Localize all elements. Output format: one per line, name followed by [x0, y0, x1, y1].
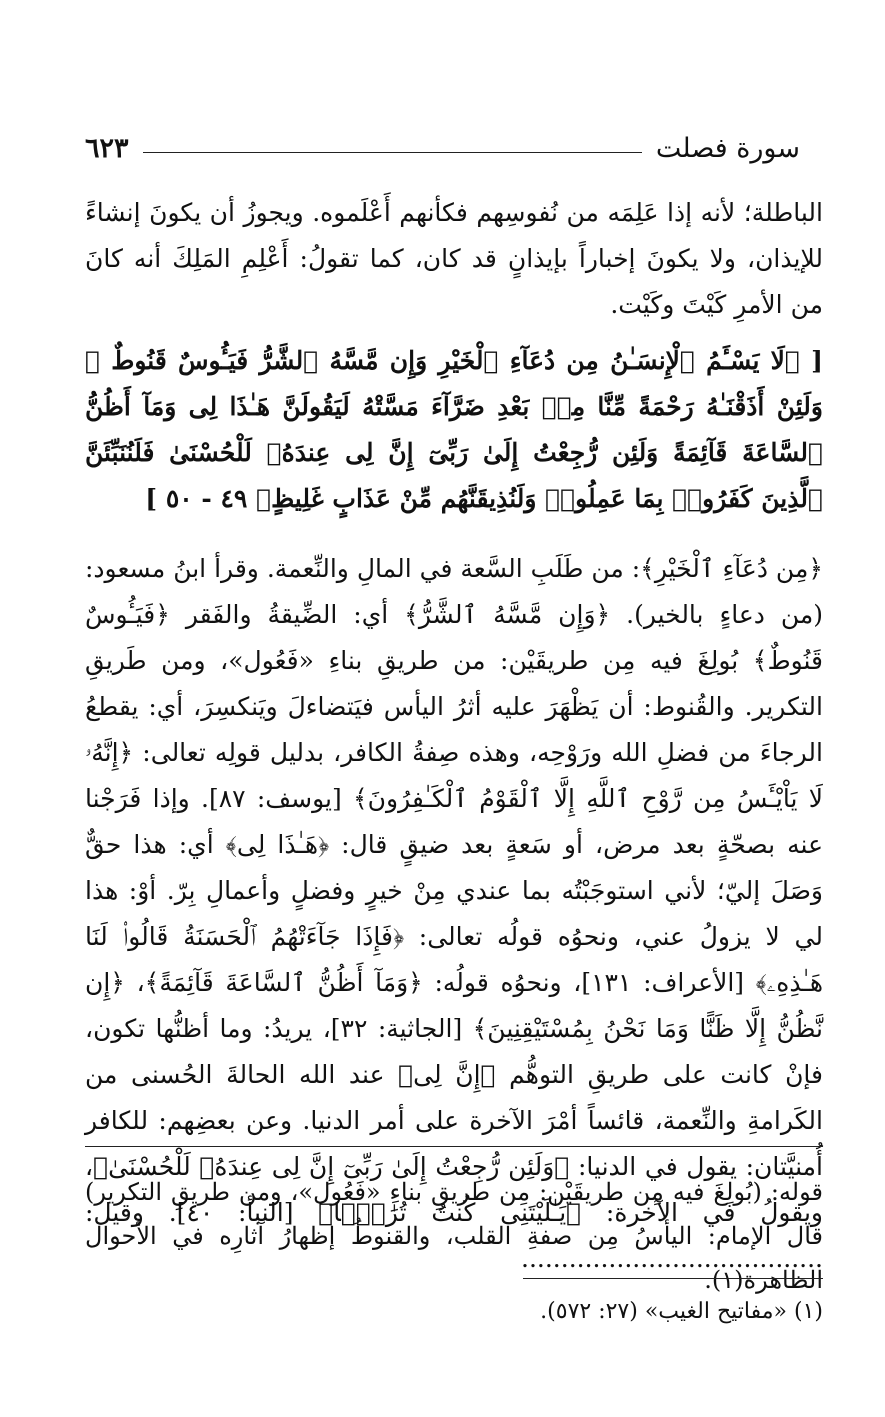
page-number: ٦٢٣: [85, 132, 129, 164]
footnote: (١) «مفاتيح الغيب» (٢٧: ٥٧٢).: [540, 1299, 823, 1324]
bracket-close: ]: [145, 484, 158, 513]
quran-passage: [85, 338, 823, 522]
hashiya-paragraph: قوله: (بُولِغَ فيه مِن طريقَيْن: مِن طريقِ بناءِ «فَعُول»، ومن طريقِ التكرير) قال الإمام: اليأسُ مِن صفةِ القلب، والقنوطُ إظهارُ آثارِه في الأحوال الظاهرة(١).: [85, 1178, 823, 1294]
verse-reference: ٤٩ - ٥٠: [165, 484, 248, 513]
header-rule: [143, 152, 642, 153]
hashiya-section: [85, 1170, 823, 1302]
quran-verses: ﴿لَا يَسْـَٔمُ ٱلْإِنسَـٰنُ مِن دُعَآءِ ٱلْخَيْرِ وَإِن مَّسَّهُ ٱلشَّرُّ فَيَـُٔوسٌ قَنُوطٌ ۞ وَلَئِنْ أَذَقْنَـٰهُ رَحْمَةً مِّنَّا مِنۢ بَعْدِ ضَرَّآءَ مَسَّتْهُ لَيَقُولَنَّ هَـٰذَا لِى وَمَآ أَظُنُّ ٱلسَّاعَةَ قَآئِمَةً وَلَئِن رُّجِعْتُ إِلَىٰ رَبِّىٓ إِنَّ لِى عِندَهُۥ لَلْحُسْنَىٰ فَلَنُنَبِّئَنَّ ٱلَّذِينَ كَفَرُوا۟ بِمَا عَمِلُوا۟ وَلَنُذِيقَنَّهُم مِّنْ عَذَابٍ غَلِيظٍ﴾: [85, 346, 823, 513]
running-header: [85, 128, 800, 168]
main-separator: [85, 1146, 823, 1147]
footnote-separator: [523, 1278, 823, 1279]
commentary-intro: الباطلة؛ لأنه إذا عَلِمَه من نُفوسِهم فكأنهم أَعْلَموه. ويجوزُ أن يكونَ إنشاءً للإيذان، ولا يكونَ إخباراً بإيذانٍ قد كان، كما تقولُ: أَعْلِمِ المَلِكَ أنه كانَ من الأمرِ كَيْتَ وكَيْت.: [85, 198, 823, 319]
bracket-open: [: [811, 346, 823, 375]
surah-title: سورة فصلت: [655, 132, 800, 164]
main-text: [85, 190, 823, 1282]
commentary-paragraph: ﴿مِن دُعَآءِ ٱلْخَيْرِ﴾: من طَلَبِ السَّعة في المالِ والنِّعمة. وقرأ ابنُ مسعود: (من دعاءٍ بالخير). ﴿وَإِن مَّسَّهُ ٱلشَّرُّ﴾ أي: الضِّيقةُ والفَقر ﴿فَيَـُٔوسٌ قَنُوطٌ﴾ بُولِغَ فيه مِن طريقَيْن: من طريقِ بناءِ «فَعُول»، ومن طَريقِ التكرير. والقُنوط: أن يَظْهَرَ عليه أثرُ اليأس فيَتضاءلَ ويَنكسِرَ، أي: يقطعُ الرجاءَ من فضلِ الله ورَوْحِه، وهذه صِفةُ الكافر، بدليل قولِه تعالى: ﴿إِنَّهُۥ لَا يَاْيْـَٔسُ مِن رَّوْحِ ٱللَّهِ إِلَّا ٱلْقَوْمُ ٱلْكَـٰفِرُونَ﴾ [يوسف: ٨٧]. وإذا فَرَجْنا عنه بصحّةٍ بعد مرض، أو سَعةٍ بعد ضيقٍ قال: ﴿هَـٰذَا لِى﴾ أي: هذا حقٌّ وَصَلَ إليّ؛ لأني استوجَبْتُه بما عندي مِنْ خيرٍ وفضلٍ وأعمالِ بِرّ. أوْ: هذا لي لا يزولُ عني، ونحوُه قولُه تعالى: ﴿فَإِذَا جَآءَتْهُمُ ٱلْحَسَنَةُ قَالُوا۟ لَنَا هَـٰذِهِۦ﴾ [الأعراف: ١٣١]، ونحوُه قولُه: ﴿وَمَآ أَظُنُّ ٱلسَّاعَةَ قَآئِمَةً﴾، ﴿إِن نَّظُنُّ إِلَّا ظَنًّا وَمَا نَحْنُ بِمُسْتَيْقِنِينَ﴾ [الجاثية: ٣٢]، يريدُ: وما أظنُّها تكون، فإنْ كانت على طريقِ التوهُّم ﴿إِنَّ لِى﴾ عند الله الحالةَ الحُسنى من الكَرامةِ والنِّعمة، قائساً أمْرَ الآخرة على أمر الدنيا. وعن بعضِهم: للكافر أُمنيَّتان: يقول في الدنيا: ﴿وَلَئِن رُّجِعْتُ إِلَىٰ رَبِّىٓ إِنَّ لِى عِندَهُۥ لَلْحُسْنَىٰ﴾، ويقولُ في الآخرة: ﴿يَـٰلَيْتَنِى كُنتُ تُرَٰبًۢا﴾ [النبأ: ٤٠]. وقيل: ......................................: [85, 554, 824, 1273]
